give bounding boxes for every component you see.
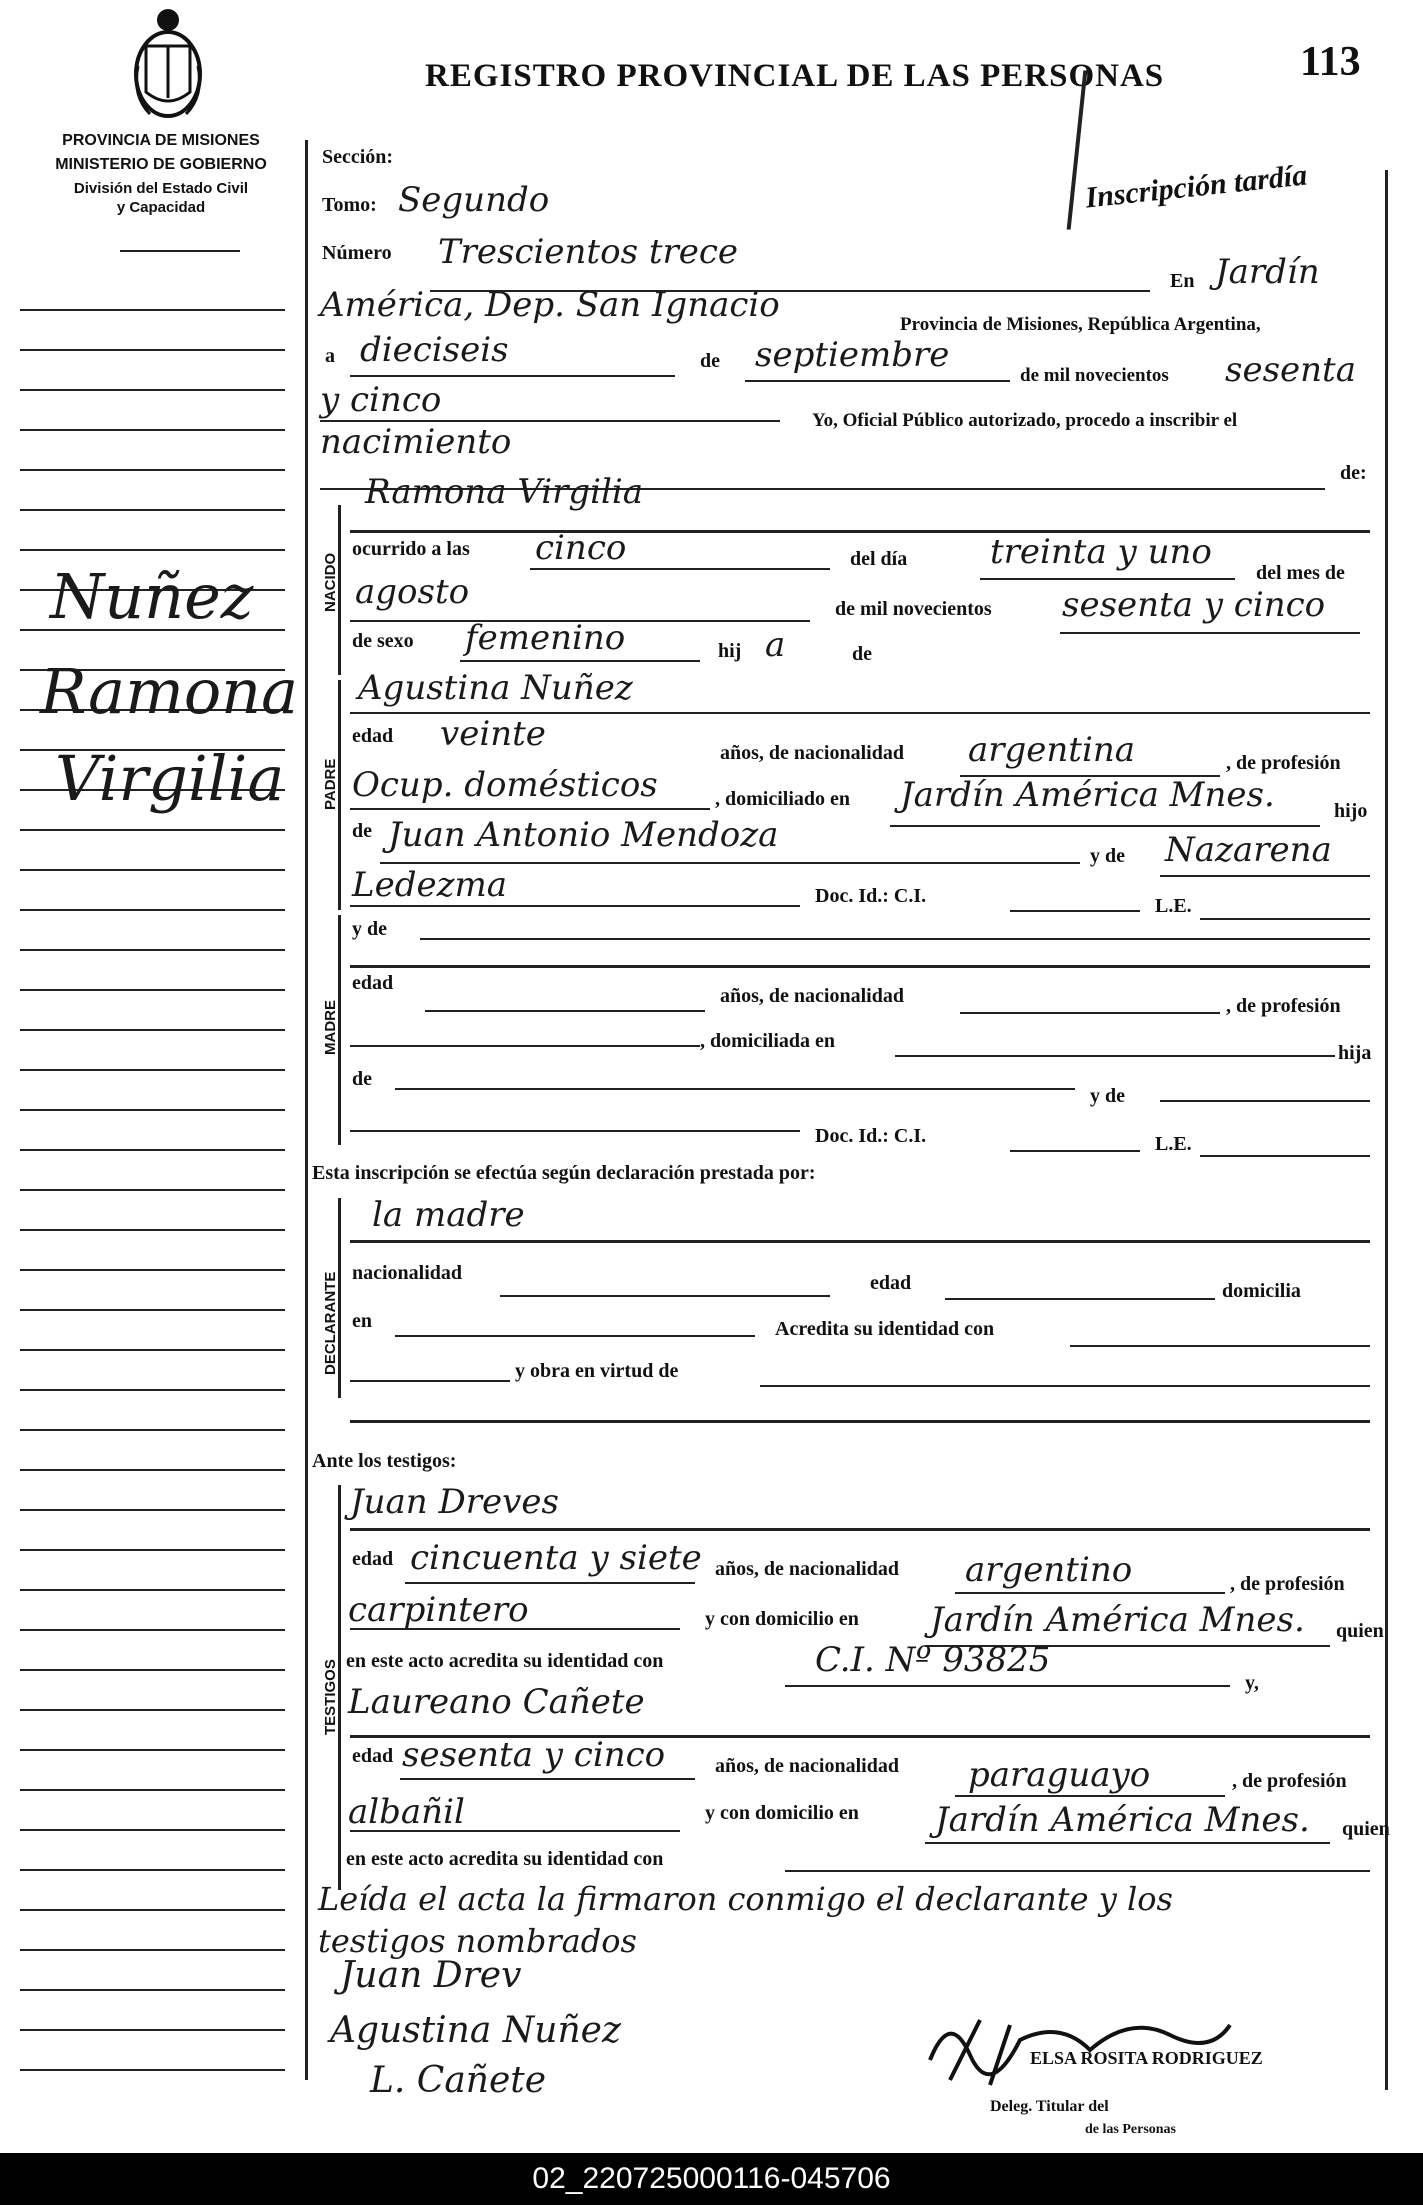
stamp-line2: Deleg. Titular del: [990, 2098, 1109, 2115]
closing-line2: testigos nombrados: [318, 1922, 637, 1960]
day-value: dieciseis: [360, 330, 509, 370]
signature-1: Juan Drev: [340, 1955, 522, 1996]
testigo2-dom-label: y con domicilio en: [705, 1802, 859, 1824]
madre-doc-label: Doc. Id.: C.I.: [815, 1125, 927, 1147]
annotation-text: Inscripción tardía: [1083, 158, 1309, 215]
padre-le-label: L.E.: [1155, 895, 1192, 917]
padre-prof-value: Ocup. domésticos: [352, 765, 658, 805]
padre-dom-value: Jardín América Mnes.: [900, 775, 1275, 815]
testigo1-y-label: y,: [1245, 1672, 1259, 1694]
padre-father-value: Juan Antonio Mendoza: [388, 815, 779, 855]
sexo-label: de sexo: [352, 630, 414, 652]
padre-edad-value: veinte: [440, 714, 546, 754]
month-value: septiembre: [755, 335, 950, 375]
testigo1-doc-value: C.I. Nº 93825: [815, 1640, 1051, 1680]
official-signature: [910, 2000, 1240, 2090]
declarante-value: la madre: [372, 1195, 525, 1235]
testigo1-nac-value: argentino: [965, 1550, 1133, 1590]
footer-id: 02_220725000116-045706: [0, 2153, 1423, 2205]
padre-nac-label: años, de nacionalidad: [720, 742, 904, 764]
act-value: nacimiento: [320, 422, 512, 462]
oficial-text: Yo, Oficial Público autorizado, procedo a inscribir el: [812, 410, 1238, 431]
tomo-value: Segundo: [398, 180, 550, 220]
madre-dom-label: , domiciliada en: [700, 1030, 836, 1052]
org-line3: División del Estado Civil: [73, 180, 249, 197]
testigo2-dom-value: Jardín América Mnes.: [935, 1800, 1310, 1840]
testigo1-name: Juan Dreves: [350, 1482, 559, 1522]
testigo1-prof-label: , de profesión: [1230, 1573, 1345, 1595]
padre-prof-label: , de profesión: [1226, 752, 1341, 774]
declarante-obra-label: y obra en virtud de: [515, 1360, 679, 1382]
padre-name: Agustina Nuñez: [358, 668, 633, 708]
margin-surname: Nuñez: [50, 560, 254, 633]
declarante-nac-label: nacionalidad: [352, 1262, 463, 1284]
hour-value: cinco: [535, 528, 627, 568]
numero-value: Trescientos trece: [438, 232, 739, 272]
year-value1: sesenta: [1225, 350, 1356, 390]
signature-3: L. Cañete: [370, 2060, 547, 2101]
testigo2-edad-label: edad: [352, 1745, 394, 1767]
section-testigos: TESTIGOS: [322, 1659, 339, 1735]
document-title: REGISTRO PROVINCIAL DE LAS PERSONAS: [425, 58, 1165, 94]
seccion-label: Sección:: [322, 146, 394, 168]
mes-label: del mes de: [1256, 562, 1345, 584]
hij-label: hij: [718, 640, 742, 662]
margin-name2: Virgilia: [55, 742, 285, 815]
year-value-nacido: sesenta y cinco: [1062, 585, 1326, 625]
org-line2: MINISTERIO DE GOBIERNO: [55, 156, 267, 173]
testigo2-name: Laureano Cañete: [348, 1682, 645, 1722]
testigo2-nac-value: paraguayo: [968, 1755, 1151, 1795]
declarante-acredita-label: Acredita su identidad con: [775, 1318, 995, 1340]
padre-mother-value2: Ledezma: [352, 865, 508, 905]
testigo1-edad-label: edad: [352, 1548, 394, 1570]
tomo-label: Tomo:: [322, 194, 377, 216]
year-value2: y cinco: [320, 380, 442, 420]
nacido-de-label: de: [852, 643, 872, 665]
margin-ruled-lines: [0, 0, 300, 2154]
madre-yde2-label: y de: [1090, 1085, 1125, 1107]
signature-2: Agustina Nuñez: [330, 2010, 621, 2051]
section-declarante: DECLARANTE: [322, 1271, 339, 1375]
province-text: Provincia de Misiones, República Argentina,: [900, 314, 1261, 335]
closing-line1: Leída el acta la firmaron conmigo el declarante y los: [318, 1880, 1173, 1918]
declarante-intro: Esta inscripción se efectúa según declaración prestada por:: [312, 1162, 816, 1184]
place-value: América, Dep. San Ignacio: [320, 285, 780, 325]
de2-label: de:: [1340, 462, 1367, 484]
padre-dom-label: , domiciliado en: [715, 788, 851, 810]
padre-hijo-label: hijo: [1334, 800, 1368, 822]
dia-value: treinta y uno: [990, 532, 1212, 572]
testigo1-prof-value: carpintero: [348, 1590, 529, 1630]
stamp-line3: de las Personas: [1085, 2122, 1176, 2137]
madre-edad-label: edad: [352, 972, 394, 994]
declarante-en-label: en: [352, 1310, 372, 1332]
year-label: de mil novecientos: [1020, 365, 1169, 386]
sexo-value: femenino: [465, 618, 626, 658]
page-number: 113: [1300, 39, 1361, 85]
testigo2-prof-label: , de profesión: [1232, 1770, 1347, 1792]
mes-value: agosto: [355, 572, 470, 612]
padre-mother-value1: Nazarena: [1165, 830, 1332, 870]
testigo1-dom-value: Jardín América Mnes.: [930, 1600, 1305, 1640]
madre-hija-label: hija: [1338, 1042, 1372, 1064]
declarante-edad-label: edad: [870, 1272, 912, 1294]
testigo2-prof-value: albañil: [348, 1792, 465, 1832]
madre-yde-label: y de: [352, 918, 387, 940]
org-line4: y Capacidad: [116, 199, 206, 216]
madre-de-label: de: [352, 1068, 372, 1090]
a-label: a: [325, 345, 335, 367]
testigo2-edad-value: sesenta y cinco: [402, 1735, 666, 1775]
nacido-name: Ramona Virgilia: [365, 472, 644, 512]
madre-nac-label: años, de nacionalidad: [720, 985, 904, 1007]
section-padre: PADRE: [322, 758, 339, 810]
testigo1-acredita-label: en este acto acredita su identidad con: [346, 1650, 664, 1672]
testigo1-quien-label: quien: [1336, 1620, 1384, 1642]
padre-nac-value: argentina: [968, 730, 1136, 770]
declarante-dom-label: domicilia: [1222, 1280, 1301, 1302]
testigo1-nac-label: años, de nacionalidad: [715, 1558, 899, 1580]
numero-label: Número: [322, 242, 392, 264]
margin-name1: Ramona: [40, 655, 299, 728]
stamp-line1: ELSA ROSITA RODRIGUEZ: [1030, 2048, 1263, 2068]
de-label: de: [700, 350, 720, 372]
en-value: Jardín: [1215, 252, 1320, 292]
dia-label: del día: [850, 548, 908, 570]
org-line1: PROVINCIA DE MISIONES: [62, 132, 260, 149]
testigo1-dom-label: y con domicilio en: [705, 1608, 859, 1630]
testigo1-edad-value: cincuenta y siete: [410, 1538, 702, 1578]
testigo2-acredita-label: en este acto acredita su identidad con: [346, 1848, 664, 1870]
section-nacido: NACIDO: [322, 552, 339, 612]
testigo2-nac-label: años, de nacionalidad: [715, 1755, 899, 1777]
year-label-nacido: de mil novecientos: [835, 598, 992, 620]
madre-prof-label: , de profesión: [1226, 995, 1341, 1017]
padre-doc-label: Doc. Id.: C.I.: [815, 885, 927, 907]
hij-value: a: [765, 625, 786, 665]
en-label: En: [1170, 270, 1195, 292]
padre-de-label: de: [352, 820, 372, 842]
padre-yde-label: y de: [1090, 845, 1125, 867]
padre-edad-label: edad: [352, 725, 394, 747]
hour-label: ocurrido a las: [352, 538, 470, 560]
madre-le-label: L.E.: [1155, 1133, 1192, 1155]
section-madre: MADRE: [322, 1000, 339, 1055]
testigos-intro: Ante los testigos:: [312, 1450, 457, 1472]
testigo2-quien-label: quien: [1342, 1818, 1390, 1840]
